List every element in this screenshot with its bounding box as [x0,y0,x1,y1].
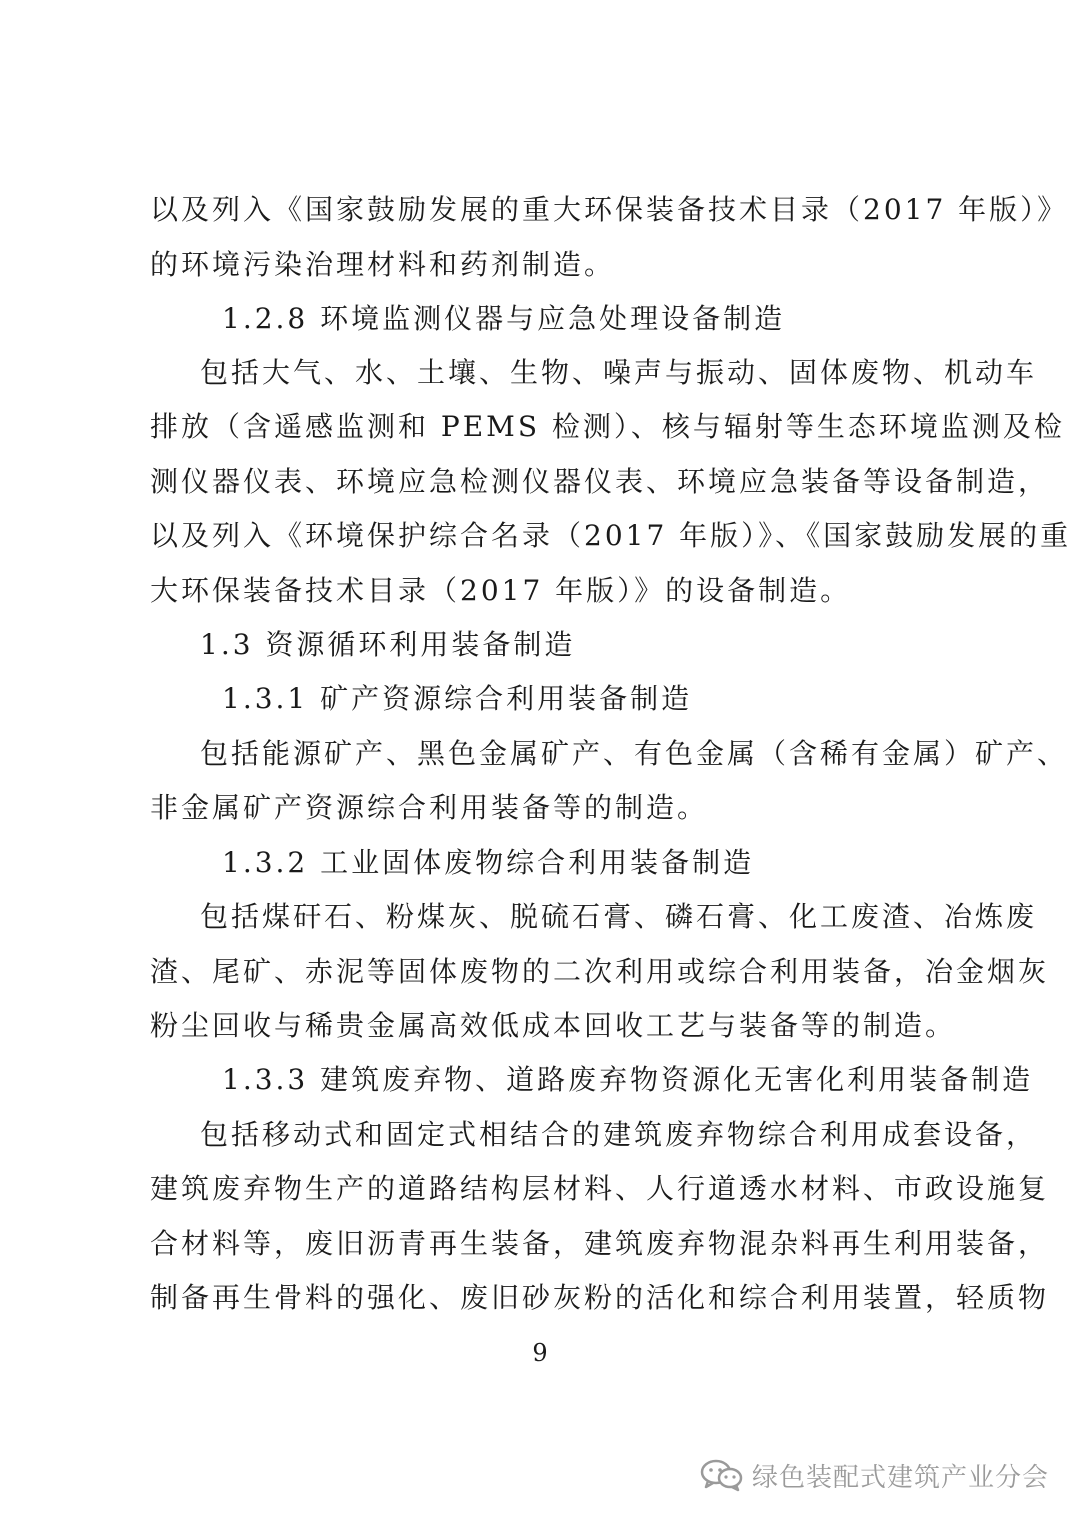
paragraph-line: 以及列入《环境保护综合名录（2017 年版）》、《国家鼓励发展的重 [150,519,1072,552]
paragraph-line: 包括煤矸石、粉煤灰、脱硫石膏、磷石膏、化工废渣、冶炼废 [200,900,1038,933]
paragraph-line: 合材料等，废旧沥青再生装备，建筑废弃物混杂料再生利用装备， [150,1227,1050,1260]
paragraph-line: 粉尘回收与稀贵金属高效低成本回收工艺与装备等的制造。 [150,1009,957,1042]
watermark-text: 绿色装配式建筑产业分会 [752,1462,1050,1493]
paragraph-line: 的环境污染治理材料和药剂制造。 [150,248,616,281]
paragraph-line: 非金属矿产资源综合利用装备等的制造。 [150,791,709,824]
paragraph-line: 建筑废弃物生产的道路结构层材料、人行道透水材料、市政设施复 [150,1172,1050,1205]
paragraph-line: 包括移动式和固定式相结合的建筑废弃物综合利用成套设备， [200,1118,1038,1151]
paragraph-line: 排放（含遥感监测和 PEMS 检测）、核与辐射等生态环境监测及检 [150,410,1065,443]
page-number: 9 [532,1339,548,1367]
paragraph-line: 以及列入《国家鼓励发展的重大环保装备技术目录（2017 年版）》 [150,193,1069,226]
paragraph-line: 测仪器仪表、环境应急检测仪器仪表、环境应急装备等设备制造， [150,465,1050,498]
watermark [700,1455,1049,1495]
paragraph-line: 制备再生骨料的强化、废旧砂灰粉的活化和综合利用装置，轻质物 [150,1281,1050,1314]
section-heading-1-2-8: 1.2.8 环境监测仪器与应急处理设备制造 [222,302,786,335]
paragraph-line: 渣、尾矿、赤泥等固体废物的二次利用或综合利用装备，冶金烟灰 [150,955,1050,988]
wechat-icon [700,1458,744,1492]
paragraph-line: 大环保装备技术目录（2017 年版）》的设备制造。 [150,574,852,607]
paragraph-line: 包括能源矿产、黑色金属矿产、有色金属（含稀有金属）矿产、 [200,737,1069,770]
section-heading-1-3: 1.3 资源循环利用装备制造 [200,628,576,661]
paragraph-line: 包括大气、水、土壤、生物、噪声与振动、固体废物、机动车 [200,356,1038,389]
section-heading-1-3-3: 1.3.3 建筑废弃物、道路废弃物资源化无害化利用装备制造 [222,1063,1034,1096]
section-heading-1-3-1: 1.3.1 矿产资源综合利用装备制造 [222,682,693,715]
section-heading-1-3-2: 1.3.2 工业固体废物综合利用装备制造 [222,846,755,879]
